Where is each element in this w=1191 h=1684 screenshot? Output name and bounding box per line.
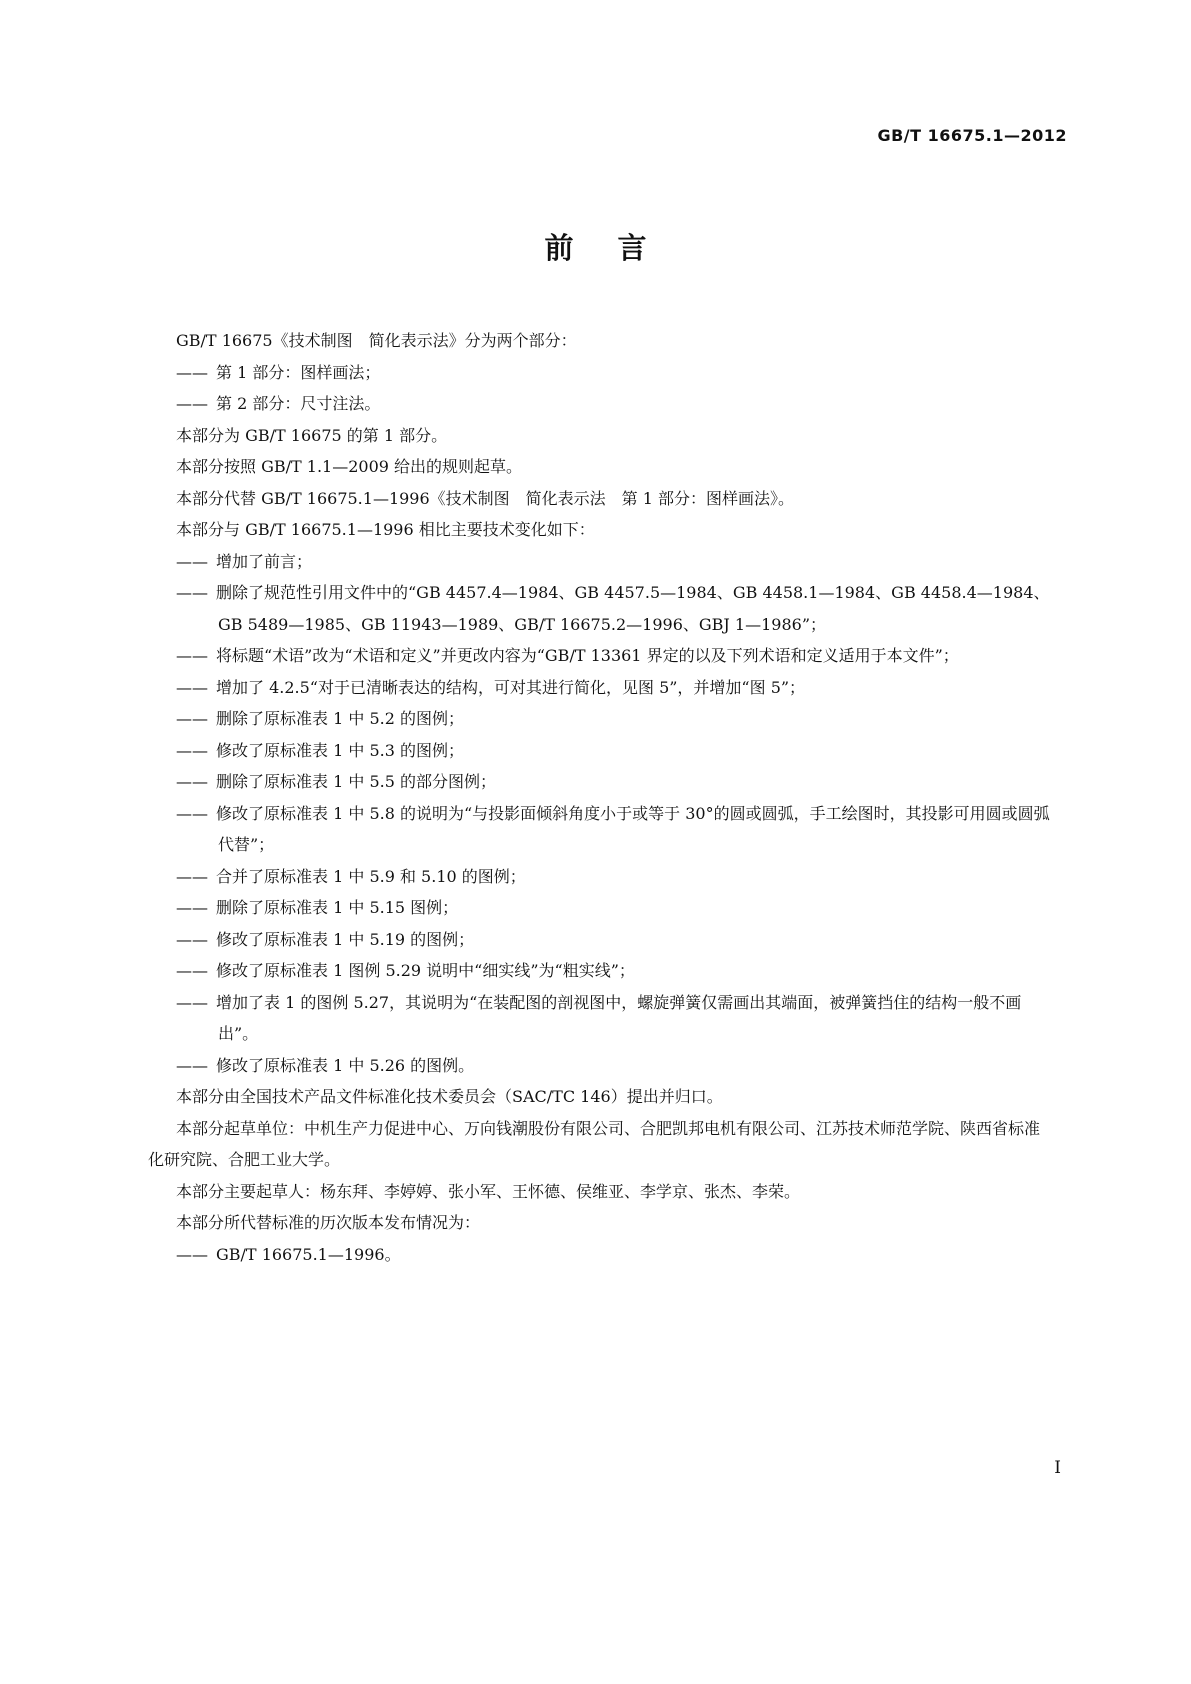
dash-mark: —— [176,394,208,413]
dash-item-text: 修改了原标准表 1 中 5.3 的图例； [216,740,464,760]
paragraph: 本部分主要起草人：杨东拜、李婷婷、张小军、王怀德、侯维亚、李学京、张杰、李荣。 [176,1181,801,1201]
dash-mark: —— [176,929,208,949]
dash-item-text: 删除了原标准表 1 中 5.2 的图例； [216,709,464,728]
dash-mark: —— [176,961,208,980]
paragraph: 本部分与 GB/T 16675.1—1996 相比主要技术变化如下： [176,520,595,539]
paragraph: GB/T 16675《技术制图 简化表示法》分为两个部分： [176,331,577,350]
paragraph: 本部分所代替标准的历次版本发布情况为： [176,1213,481,1232]
dash-mark: —— [176,646,208,665]
dash-item-text: 合并了原标准表 1 中 5.9 和 5.10 的图例； [216,866,526,886]
page-title: 前言 [544,231,691,265]
dash-item [162,1050,1054,1082]
dash-item-text: 修改了原标准表 1 图例 5.29 说明中“细实线”为“粗实线”； [216,961,635,980]
dash-item-text: GB/T 16675.1—1996。 [216,1244,401,1264]
dash-item-text: 删除了规范性引用文件中的“GB 4457.4—1984、GB 4457.5—1984、GB 4458.1—1984、GB 4458.4—1984、GB 5489—1985、GB 11943—1989、GB/T 16675.2—1996、GBJ 1—1986”； [216,583,1050,634]
dash-item-text: 第 2 部分：尺寸注法。 [216,394,381,413]
foreword-body [148,325,1054,1270]
dash-item [162,798,1054,861]
paragraph: 本部分按照 GB/T 1.1—2009 给出的规则起草。 [176,457,523,476]
standard-code: GB/T 16675.1—2012 [877,126,1067,145]
dash-mark: —— [176,740,208,760]
page-number: I [1054,1458,1061,1478]
dash-mark: —— [176,583,208,602]
dash-mark: —— [176,898,208,917]
dash-mark: —— [176,1244,208,1264]
dash-item-text: 删除了原标准表 1 中 5.5 的部分图例； [216,772,496,791]
dash-mark: —— [176,362,208,382]
dash-mark: —— [176,1055,208,1075]
dash-item-text: 修改了原标准表 1 中 5.19 的图例； [216,929,475,949]
dash-mark: —— [176,709,208,728]
dash-item [162,987,1054,1050]
dash-item-text: 增加了前言； [216,551,313,571]
dash-mark: —— [176,772,208,791]
dash-item [162,388,1054,420]
dash-mark: —— [176,677,208,697]
dash-item [162,892,1054,924]
dash-item-text: 修改了原标准表 1 中 5.8 的说明为“与投影面倾斜角度小于或等于 30°的圆或圆弧，手工绘图时，其投影可用圆或圆弧代替”； [216,803,1050,854]
dash-item [162,1239,1054,1271]
paragraph: 本部分起草单位：中机生产力促进中心、万向钱潮股份有限公司、合肥凯邦电机有限公司、江苏技术师范学院、陕西省标准化研究院、合肥工业大学。 [148,1118,1041,1169]
dash-item [162,640,1054,672]
dash-mark: —— [176,803,208,823]
dash-mark: —— [176,992,208,1012]
dash-item-text: 修改了原标准表 1 中 5.26 的图例。 [216,1055,475,1075]
dash-item-text: 将标题“术语”改为“术语和定义”并更改内容为“GB/T 13361 界定的以及下列术语和定义适用于本文件”； [216,646,959,665]
dash-item [162,955,1054,987]
dash-item [162,577,1054,640]
dash-item [162,735,1054,767]
dash-item-text: 第 1 部分：图样画法； [216,362,381,382]
dash-item [162,861,1054,893]
paragraph: 本部分代替 GB/T 16675.1—1996《技术制图 简化表示法 第 1 部分：图样画法》。 [176,488,795,508]
paragraph: 本部分由全国技术产品文件标准化技术委员会（SAC/TC 146）提出并归口。 [176,1087,723,1106]
dash-item [162,546,1054,578]
paragraph: 本部分为 GB/T 16675 的第 1 部分。 [176,425,448,445]
dash-item [162,924,1054,956]
dash-item-text: 增加了 4.2.5“对于已清晰表达的结构，可对其进行简化，见图 5”，并增加“图 5”； [216,677,806,697]
dash-item-text: 删除了原标准表 1 中 5.15 图例； [216,898,459,917]
dash-item [162,672,1054,704]
dash-item [162,766,1054,798]
dash-mark: —— [176,866,208,886]
dash-item [162,703,1054,735]
dash-item [162,357,1054,389]
dash-item-text: 增加了表 1 的图例 5.27，其说明为“在装配图的剖视图中，螺旋弹簧仅需画出其端面，被弹簧挡住的结构一般不画出”。 [216,992,1022,1043]
dash-mark: —— [176,551,208,571]
